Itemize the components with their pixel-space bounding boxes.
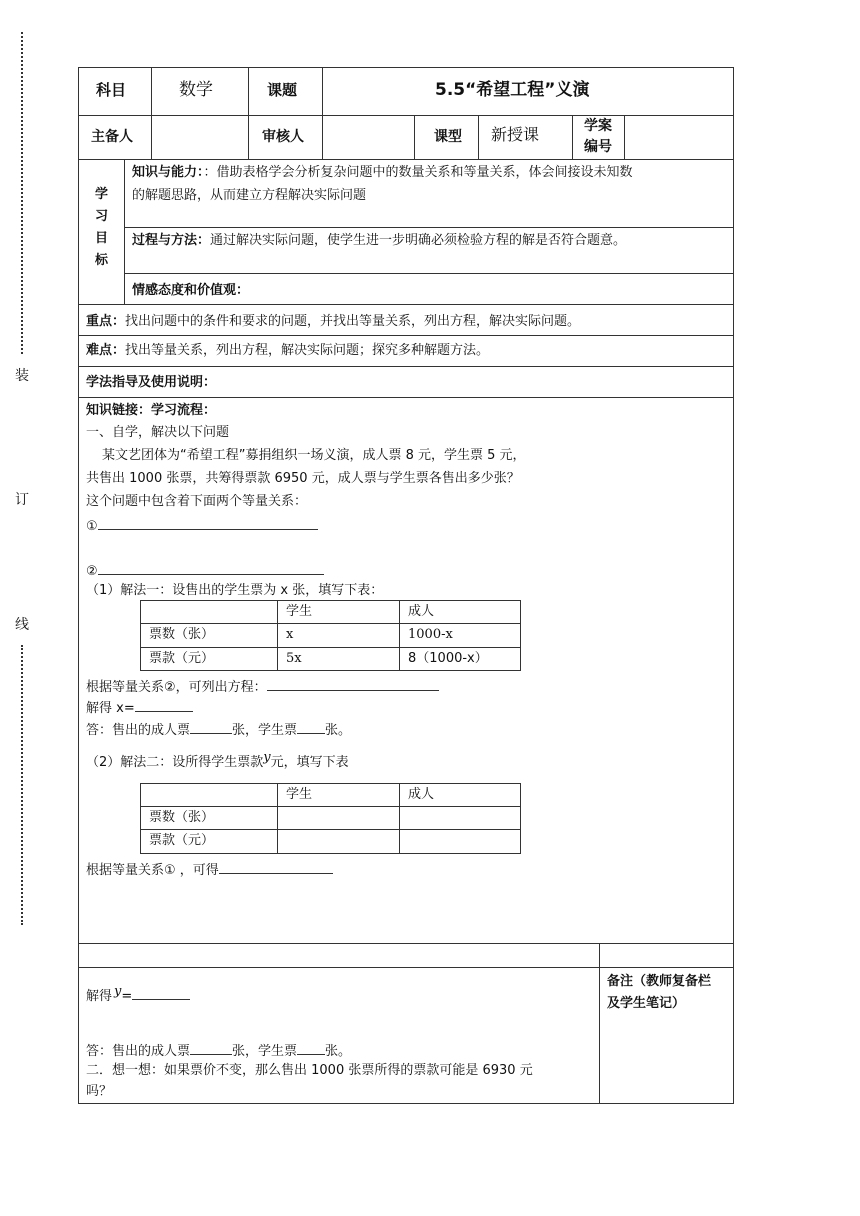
problem-line-1: 某文艺团体为“希望工程”募捐组织一场义演，成人票 8 元，学生票 5 元， — [102, 448, 526, 463]
relation-2-row — [86, 560, 324, 581]
process-label: 过程与方法： — [132, 233, 211, 248]
answer-1-a: 答：售出的成人票 — [86, 723, 191, 738]
objectives-char-3: 目 — [95, 231, 109, 246]
table-1-header-2: 成人 — [399, 600, 521, 624]
subject-label: 科目 — [96, 81, 127, 99]
table-1-header-1: 学生 — [277, 600, 400, 624]
think-line-2: 吗？ — [86, 1084, 113, 1099]
binding-char-ding: 订 — [15, 492, 29, 508]
method-2-b: 元，填写下表 — [270, 755, 349, 770]
rule — [124, 273, 734, 274]
answer-1-b: 张，学生票 — [232, 723, 298, 738]
table-1-r2-c1: 5x — [277, 647, 400, 671]
key-point-text: 找出问题中的条件和要求的问题，并找出等量关系，列出方程，解决实际问题。 — [125, 314, 581, 329]
rule — [624, 115, 625, 159]
rule — [78, 397, 734, 398]
table-1-r1-c0: 票数（张） — [140, 623, 278, 648]
answer-1-row — [86, 719, 351, 740]
solve-x-blank[interactable] — [135, 697, 193, 712]
circle-1: ① — [86, 519, 98, 534]
answer-2-a: 答：售出的成人票 — [86, 1044, 191, 1059]
relation-1-prompt: 根据等量关系① ，可得 — [86, 863, 219, 878]
emotion-label: 情感态度和价值观： — [132, 283, 250, 298]
subject-value: 数学 — [179, 80, 213, 100]
rule — [124, 227, 734, 228]
objectives-char-2: 习 — [95, 209, 109, 224]
rule — [124, 159, 125, 304]
rule — [478, 115, 479, 159]
answer-2-row — [86, 1040, 351, 1061]
relation-1-row — [86, 515, 318, 536]
table-2-r2-c1[interactable] — [277, 829, 400, 854]
equation-prompt: 根据等量关系②，可列出方程： — [86, 680, 267, 695]
solve-y-row — [86, 985, 190, 1006]
rule — [78, 159, 734, 160]
binding-char-zhuang: 装 — [15, 368, 29, 384]
section-1-heading: 一、自学，解决以下问题 — [86, 425, 230, 440]
answer-2-adult-blank[interactable] — [190, 1040, 232, 1055]
key-point — [86, 313, 580, 331]
method-2-var: y — [263, 750, 271, 765]
knowledge-line-2: 的解题思路，从而建立方程解决实际问题 — [132, 188, 367, 203]
problem-line-2: 共售出 1000 张票，共筹得票款 6950 元，成人票与学生票各售出多少张？ — [86, 471, 520, 486]
note-line-1: 备注（教师复备栏 — [607, 974, 712, 989]
rule — [78, 115, 734, 116]
relation-intro: 这个问题中包含着下面两个等量关系： — [86, 494, 308, 509]
relation-2-blank[interactable] — [98, 560, 324, 575]
knowledge-link-label: 知识链接：学习流程： — [86, 403, 217, 418]
author-label: 主备人 — [91, 129, 133, 145]
circle-2: ② — [86, 564, 98, 579]
table-2-header-2: 成人 — [399, 783, 521, 807]
solve-y-var: y — [114, 984, 122, 999]
table-2-r2-c0: 票款（元） — [140, 829, 278, 854]
plan-no-label-1: 学案 — [584, 118, 612, 134]
solve-y-a: 解得 — [86, 989, 113, 1004]
solve-y-b: = — [121, 989, 133, 1004]
knowledge-line-1 — [132, 164, 633, 182]
topic-title: 5.5“希望工程”义演 — [435, 80, 590, 100]
rule — [414, 115, 415, 159]
table-2-r1-c0: 票数（张） — [140, 806, 278, 830]
solve-x-label: 解得 x= — [86, 701, 135, 716]
objectives-char-4: 标 — [95, 253, 109, 268]
process-text: 通过解决实际问题，使学生进一步明确必须检验方程的解是否符合题意。 — [210, 233, 627, 248]
rule — [599, 943, 600, 1104]
topic-label: 课题 — [267, 81, 298, 99]
table-1-r1-c2: 1000-x — [399, 623, 521, 648]
solve-x-row — [86, 697, 193, 718]
table-2-r2-c2[interactable] — [399, 829, 521, 854]
equation-row — [86, 676, 439, 697]
table-2-header-1: 学生 — [277, 783, 400, 807]
table-1-header-0 — [140, 600, 278, 624]
answer-1-student-blank[interactable] — [297, 719, 325, 734]
key-point-label: 重点： — [86, 314, 126, 329]
process-line — [132, 232, 626, 250]
difficulty — [86, 342, 489, 360]
note-line-2: 及学生笔记） — [607, 996, 686, 1011]
table-1-r1-c1: x — [277, 623, 400, 648]
binding-char-xian: 线 — [15, 617, 29, 633]
knowledge-text-1: ：借助表格学会分析复杂问题中的数量关系和等量关系，体会间接设未知数 — [203, 165, 633, 180]
objectives-char-1: 学 — [95, 187, 109, 202]
rule — [248, 67, 249, 159]
rule — [78, 304, 734, 305]
rule — [78, 335, 734, 336]
binding-dotted-line-top — [21, 32, 23, 354]
answer-2-b: 张，学生票 — [232, 1044, 298, 1059]
think-line-1: 二．想一想：如果票价不变，那么售出 1000 张票所得的票款可能是 6930 元 — [86, 1063, 533, 1078]
rule — [78, 967, 734, 968]
plan-no-label-2: 编号 — [584, 139, 612, 155]
rule — [322, 67, 323, 159]
relation-1-blank[interactable] — [98, 515, 318, 530]
reviewer-label: 审核人 — [262, 129, 304, 145]
method-2-a: （2）解法二：设所得学生票款 — [86, 755, 264, 770]
knowledge-label: 知识与能力： — [132, 165, 204, 180]
relation-1-prompt-row — [86, 859, 333, 880]
difficulty-text: 找出等量关系，列出方程，解决实际问题；探究多种解题方法。 — [125, 343, 490, 358]
answer-1-c: 张。 — [325, 723, 352, 738]
type-value: 新授课 — [491, 125, 540, 144]
guide-label: 学法指导及使用说明： — [86, 375, 217, 390]
type-label: 课型 — [434, 129, 462, 145]
solve-y-blank[interactable] — [132, 985, 190, 1000]
table-2-header-0 — [140, 783, 278, 807]
rule — [572, 115, 573, 159]
method-2-row — [86, 750, 349, 772]
table-1-r2-c0: 票款（元） — [140, 647, 278, 671]
rule — [78, 366, 734, 367]
table-2-r1-c1[interactable] — [277, 806, 400, 830]
answer-2-student-blank[interactable] — [297, 1040, 325, 1055]
difficulty-label: 难点： — [86, 343, 126, 358]
table-2-r1-c2[interactable] — [399, 806, 521, 830]
rule — [78, 943, 734, 944]
table-1-r2-c2: 8（1000-x） — [399, 647, 521, 671]
rule — [151, 67, 152, 159]
relation-1-result-blank[interactable] — [219, 859, 333, 874]
binding-dotted-line-bottom — [21, 645, 23, 925]
answer-1-adult-blank[interactable] — [190, 719, 232, 734]
answer-2-c: 张。 — [325, 1044, 352, 1059]
method-1: （1）解法一：设售出的学生票为 x 张，填写下表： — [86, 583, 384, 598]
equation-blank[interactable] — [267, 676, 439, 691]
